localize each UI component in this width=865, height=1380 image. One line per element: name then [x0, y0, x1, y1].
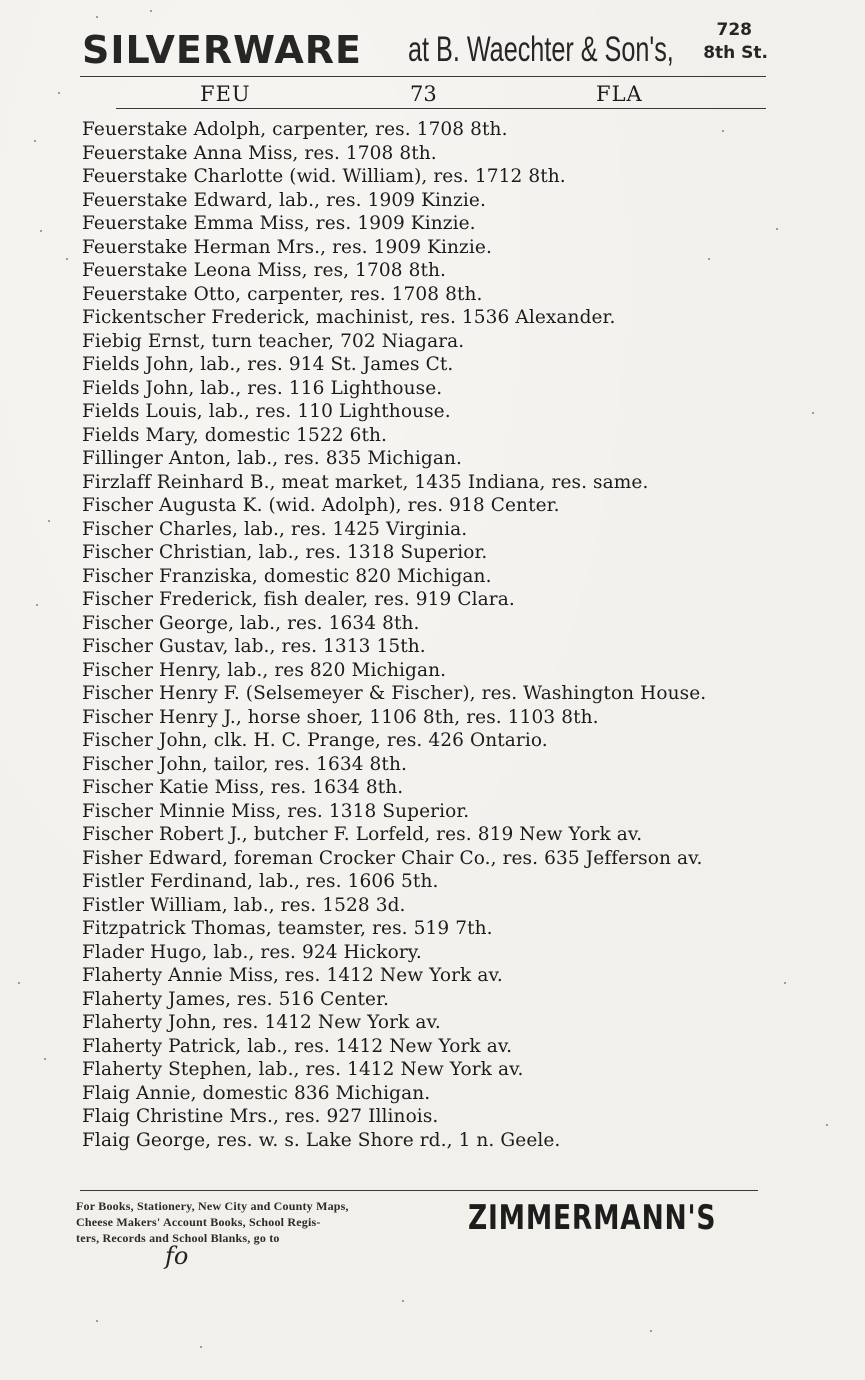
ad-bottom-line: Cheese Makers' Account Books, School Regis-: [76, 1215, 321, 1229]
directory-entry: Fiebig Ernst, turn teacher, 702 Niagara.: [82, 330, 465, 352]
speck: [812, 412, 814, 414]
running-head-rule: [116, 108, 766, 109]
speck: [48, 520, 50, 522]
directory-entry: Fischer Henry J., horse shoer, 1106 8th, res. 1103 8th.: [82, 706, 599, 728]
ad-bottom-line: ters, Records and School Blanks, go to: [76, 1231, 280, 1245]
directory-entry: Fitzpatrick Thomas, teamster, res. 519 7th.: [82, 918, 493, 939]
directory-entry: Flaig Annie, domestic 836 Michigan.: [82, 1082, 431, 1104]
speck: [36, 604, 38, 606]
running-head: [80, 80, 766, 108]
directory-entry: Fischer Augusta K. (wid. Adolph), res. 918 Center.: [82, 495, 560, 516]
speck: [40, 230, 42, 232]
directory-entry: Feuerstake Otto, carpenter, res. 1708 8th.: [82, 283, 483, 305]
directory-entry: Fisher Edward, foreman Crocker Chair Co., res. 635 Jefferson av.: [82, 847, 703, 869]
speck: [96, 16, 98, 18]
directory-entries: [82, 118, 772, 1152]
directory-entry: Fischer Charles, lab., res. 1425 Virginia.: [82, 518, 468, 540]
ad-address-street: 8th St.: [703, 43, 768, 63]
page-signature: fo: [165, 1242, 189, 1270]
page-number: 73: [410, 82, 437, 106]
speck: [708, 258, 710, 260]
directory-entry: Fischer Henry, lab., res 820 Michigan.: [82, 659, 447, 681]
bleed-through: [70, 62, 75, 92]
directory-entry: Fischer Henry F. (Selsemeyer & Fischer), res. Washington House.: [82, 683, 707, 704]
directory-entry: Flaherty James, res. 516 Center.: [82, 988, 389, 1010]
directory-entry: Flaig Christine Mrs., res. 927 Illinois.: [82, 1106, 439, 1127]
ad-address-number: 728: [716, 20, 752, 40]
speck: [776, 228, 778, 230]
speck: [18, 982, 20, 984]
directory-entry: Fillinger Anton, lab., res. 835 Michigan.: [82, 448, 462, 469]
ad-silverware-heading: SILVERWARE: [82, 28, 362, 72]
directory-entry: Flaherty Patrick, lab., res. 1412 New York av.: [82, 1035, 513, 1057]
directory-entry: Fischer Robert J., butcher F. Lorfeld, res. 819 New York av.: [82, 824, 643, 845]
speck: [58, 92, 60, 94]
directory-entry: Flaherty Stephen, lab., res. 1412 New York av.: [82, 1059, 524, 1080]
speck: [34, 140, 36, 142]
directory-entry: Fischer Franziska, domestic 820 Michigan.: [82, 565, 492, 587]
directory-entry: Feuerstake Charlotte (wid. William), res. 1712 8th.: [82, 166, 566, 187]
directory-entry: Feuerstake Emma Miss, res. 1909 Kinzie.: [82, 213, 476, 234]
speck: [150, 10, 152, 12]
speck: [44, 1058, 46, 1060]
directory-entry: Feuerstake Anna Miss, res. 1708 8th.: [82, 142, 437, 164]
directory-entry: Fischer Frederick, fish dealer, res. 919 Clara.: [82, 589, 515, 610]
directory-entry: Fischer John, clk. H. C. Prange, res. 426 Ontario.: [82, 730, 548, 751]
directory-entry: Feuerstake Leona Miss, res, 1708 8th.: [82, 260, 446, 281]
speck: [722, 130, 724, 132]
directory-entry: Fischer Christian, lab., res. 1318 Superior.: [82, 542, 488, 563]
top-advertisement: [80, 20, 770, 74]
directory-entry: Fischer Gustav, lab., res. 1313 15th.: [82, 636, 426, 657]
directory-entry: Fields Louis, lab., res. 110 Lighthouse.: [82, 401, 451, 422]
directory-entry: Flaig George, res. w. s. Lake Shore rd., 1 n. Geele.: [82, 1129, 561, 1151]
directory-entry: Fischer Katie Miss, res. 1634 8th.: [82, 777, 404, 798]
directory-entry: Fischer Minnie Miss, res. 1318 Superior.: [82, 800, 470, 822]
speck: [650, 1330, 652, 1332]
directory-entry: Fields John, lab., res. 116 Lighthouse.: [82, 377, 443, 399]
bottom-rule: [80, 1190, 758, 1191]
top-rule: [80, 76, 766, 77]
speck: [402, 1300, 404, 1302]
ad-bottom-copy: [76, 1198, 426, 1246]
ad-bottom-line: For Books, Stationery, New City and County Maps,: [76, 1199, 349, 1213]
directory-entry: Fischer John, tailor, res. 1634 8th.: [82, 753, 407, 775]
running-head-right: FLA: [596, 82, 643, 106]
ad-store-name: at B. Waechter & Son's,: [408, 30, 674, 69]
running-head-left: FEU: [200, 82, 251, 106]
speck: [66, 258, 68, 260]
directory-entry: Fistler William, lab., res. 1528 3d.: [82, 894, 406, 916]
speck: [826, 1124, 828, 1126]
speck: [784, 982, 786, 984]
speck: [200, 1346, 202, 1348]
directory-entry: Feuerstake Herman Mrs., res. 1909 Kinzie.: [82, 236, 492, 258]
speck: [96, 1320, 98, 1322]
directory-entry: Fields Mary, domestic 1522 6th.: [82, 424, 388, 446]
directory-entry: Fischer George, lab., res. 1634 8th.: [82, 612, 420, 634]
directory-entry: Flaherty John, res. 1412 New York av.: [82, 1012, 441, 1033]
directory-entry: Fistler Ferdinand, lab., res. 1606 5th.: [82, 871, 439, 892]
directory-entry: Flader Hugo, lab., res. 924 Hickory.: [82, 941, 422, 963]
directory-entry: Feuerstake Adolph, carpenter, res. 1708 8th.: [82, 119, 508, 140]
directory-entry: Fields John, lab., res. 914 St. James Ct.: [82, 354, 454, 375]
ad-zimmermann-name: ZIMMERMANN'S: [468, 1198, 717, 1238]
directory-entry: Firzlaff Reinhard B., meat market, 1435 Indiana, res. same.: [82, 471, 649, 493]
directory-entry: Feuerstake Edward, lab., res. 1909 Kinzie.: [82, 189, 486, 211]
directory-entry: Fickentscher Frederick, machinist, res. 1536 Alexander.: [82, 307, 616, 328]
directory-entry: Flaherty Annie Miss, res. 1412 New York av.: [82, 965, 503, 986]
